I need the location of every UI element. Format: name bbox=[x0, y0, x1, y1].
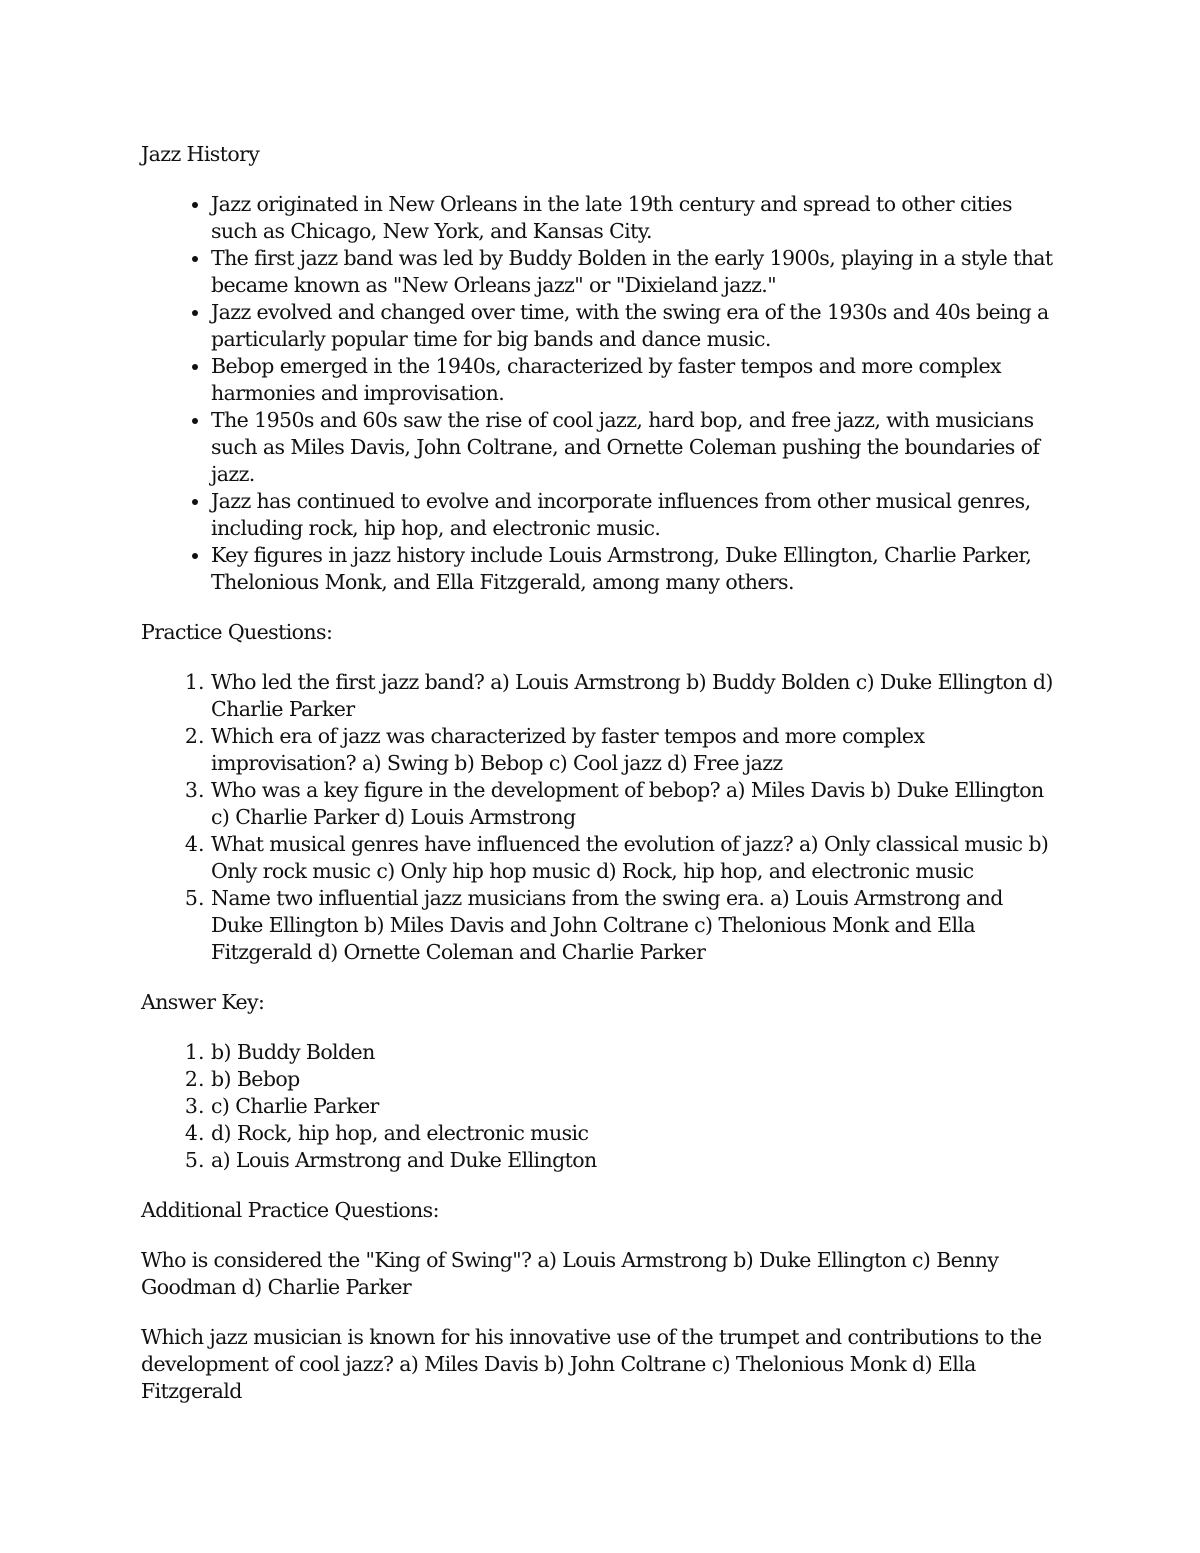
practice-question: 4. What musical genres have influenced the evolution of jazz? a) Only classical music b) Only rock music c) Only hip hop music d) Rock, hip hop, and electronic music bbox=[211, 831, 1056, 885]
practice-questions-heading: Practice Questions: bbox=[141, 620, 333, 644]
history-bullet: • Jazz evolved and changed over time, with the swing era of the 1930s and 40s being a particularly popular time for big bands and dance music. bbox=[211, 299, 1056, 353]
practice-question: 1. Who led the first jazz band? a) Louis Armstrong b) Buddy Bolden c) Duke Ellington d) Charlie Parker bbox=[211, 669, 1056, 723]
document-page bbox=[141, 141, 1056, 1428]
practice-question: 5. Name two influential jazz musicians from the swing era. a) Louis Armstrong and Duke Ellington b) Miles Davis and John Coltrane c) Thelonious Monk and Ella Fitzgerald d) Ornette Coleman and Charlie Parker bbox=[211, 885, 1056, 966]
jazz-history-heading: Jazz History bbox=[141, 142, 260, 166]
answer-key-heading: Answer Key: bbox=[141, 990, 265, 1014]
history-bullet: • Jazz has continued to evolve and incorporate influences from other musical genres, including rock, hip hop, and electronic music. bbox=[211, 488, 1056, 542]
practice-question: 3. Who was a key figure in the development of bebop? a) Miles Davis b) Duke Ellington c) Charlie Parker d) Louis Armstrong bbox=[211, 777, 1056, 831]
answer-item: 4. d) Rock, hip hop, and electronic music bbox=[211, 1120, 1056, 1147]
additional-question: Which jazz musician is known for his innovative use of the trumpet and contributions to the development of cool jazz? a) Miles Davis b) John Coltrane c) Thelonious Monk d) Ella Fitzgerald bbox=[141, 1325, 1042, 1403]
answer-item: 1. b) Buddy Bolden bbox=[211, 1039, 1056, 1066]
history-bullet: • The first jazz band was led by Buddy Bolden in the early 1900s, playing in a style that became known as "New Orleans jazz" or "Dixieland jazz." bbox=[211, 245, 1056, 299]
additional-practice-heading: Additional Practice Questions: bbox=[141, 1198, 439, 1222]
history-bullet: • The 1950s and 60s saw the rise of cool jazz, hard bop, and free jazz, with musicians such as Miles Davis, John Coltrane, and Ornette Coleman pushing the boundaries of jazz. bbox=[211, 407, 1056, 488]
answer-key-list bbox=[141, 1039, 1056, 1174]
answer-item: 3. c) Charlie Parker bbox=[211, 1093, 1056, 1120]
practice-question: 2. Which era of jazz was characterized by faster tempos and more complex improvisation? a) Swing b) Bebop c) Cool jazz d) Free jazz bbox=[211, 723, 1056, 777]
history-bullet: • Key figures in jazz history include Louis Armstrong, Duke Ellington, Charlie Parker, Thelonious Monk, and Ella Fitzgerald, among many others. bbox=[211, 542, 1056, 596]
practice-questions-list bbox=[141, 669, 1056, 966]
answer-item: 2. b) Bebop bbox=[211, 1066, 1056, 1093]
jazz-history-list bbox=[141, 191, 1056, 596]
additional-question: Who is considered the "King of Swing"? a) Louis Armstrong b) Duke Ellington c) Benny Goodman d) Charlie Parker bbox=[141, 1248, 999, 1299]
history-bullet: • Jazz originated in New Orleans in the late 19th century and spread to other cities such as Chicago, New York, and Kansas City. bbox=[211, 191, 1056, 245]
history-bullet: • Bebop emerged in the 1940s, characterized by faster tempos and more complex harmonies and improvisation. bbox=[211, 353, 1056, 407]
answer-item: 5. a) Louis Armstrong and Duke Ellington bbox=[211, 1147, 1056, 1174]
